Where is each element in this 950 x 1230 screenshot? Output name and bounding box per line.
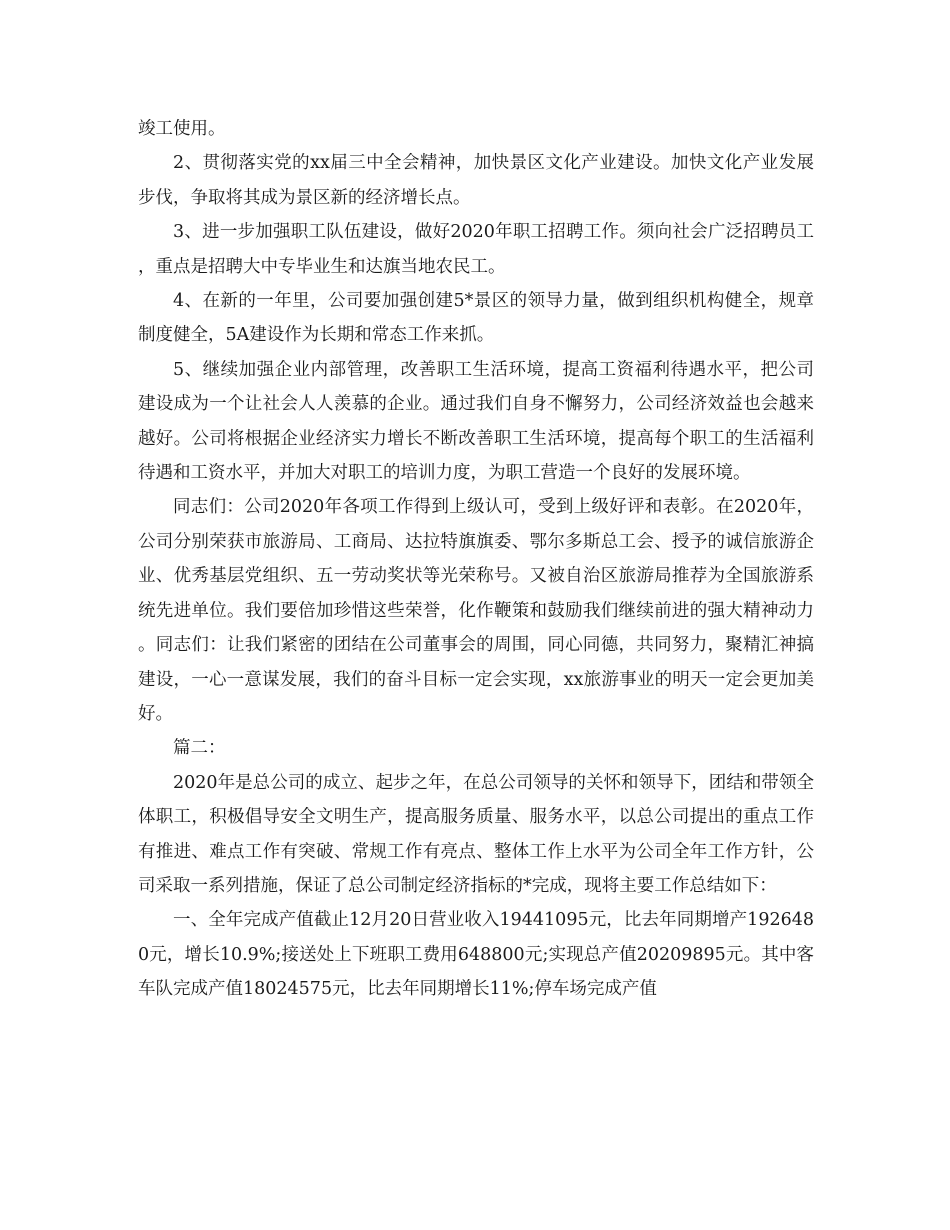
document-body bbox=[138, 112, 814, 1007]
paragraph-1: 竣工使用。 bbox=[138, 119, 226, 139]
paragraph-2: 2、贯彻落实党的xx届三中全会精神，加快景区文化产业建设。加快文化产业发展步伐，争取将其成为景区新的经济增长点。 bbox=[138, 153, 814, 208]
paragraph-6: 同志们：公司2020年各项工作得到上级认可，受到上级好评和表彰。在2020年，公司分别荣获市旅游局、工商局、达拉特旗旗委、鄂尔多斯总工会、授予的诚信旅游企业、优秀基层党组织、五一劳动奖状等光荣称号。又被自治区旅游局推荐为全国旅游系统先进单位。我们要倍加珍惜这些荣誉，化作鞭策和鼓励我们继续前进的强大精神动力。同志们：让我们紧密的团结在公司董事会的周围，同心同德，共同努力，聚精汇神搞建设，一心一意谋发展，我们的奋斗目标一定会实现，xx旅游事业的明天一定会更加美好。 bbox=[138, 497, 814, 724]
paragraph-5: 5、继续加强企业内部管理，改善职工生活环境，提高工资福利待遇水平，把公司建设成为一个让社会人人羡慕的企业。通过我们自身不懈努力，公司经济效益也会越来越好。公司将根据企业经济实力增长不断改善职工生活环境，提高每个职工的生活福利待遇和工资水平，并加大对职工的培训力度，为职工营造一个良好的发展环境。 bbox=[138, 359, 814, 484]
paragraph-4: 4、在新的一年里，公司要加强创建5*景区的领导力量，做到组织机构健全，规章制度健全，5A建设作为长期和常态工作来抓。 bbox=[138, 291, 814, 346]
paragraph-7: 2020年是总公司的成立、起步之年，在总公司领导的关怀和领导下，团结和带领全体职工，积极倡导安全文明生产，提高服务质量、服务水平，以总公司提出的重点工作有推进、难点工作有突破、常规工作有亮点、整体工作上水平为公司全年工作方针，公司采取一系列措施，保证了总公司制定经济指标的*完成，现将主要工作总结如下： bbox=[138, 772, 814, 896]
paragraph-3: 3、进一步加强职工队伍建设，做好2020年职工招聘工作。须向社会广泛招聘员工，重点是招聘大中专毕业生和达旗当地农民工。 bbox=[138, 222, 814, 277]
paragraph-8: 一、全年完成产值截止12月20日营业收入19441095元，比去年同期增产1926480元，增长10.9%;接送处上下班职工费用648800元;实现总产值20209895元。其中客车队完成产值18024575元，比去年同期增长11%;停车场完成产值 bbox=[138, 910, 814, 1000]
section-heading: 篇二： bbox=[173, 738, 226, 759]
